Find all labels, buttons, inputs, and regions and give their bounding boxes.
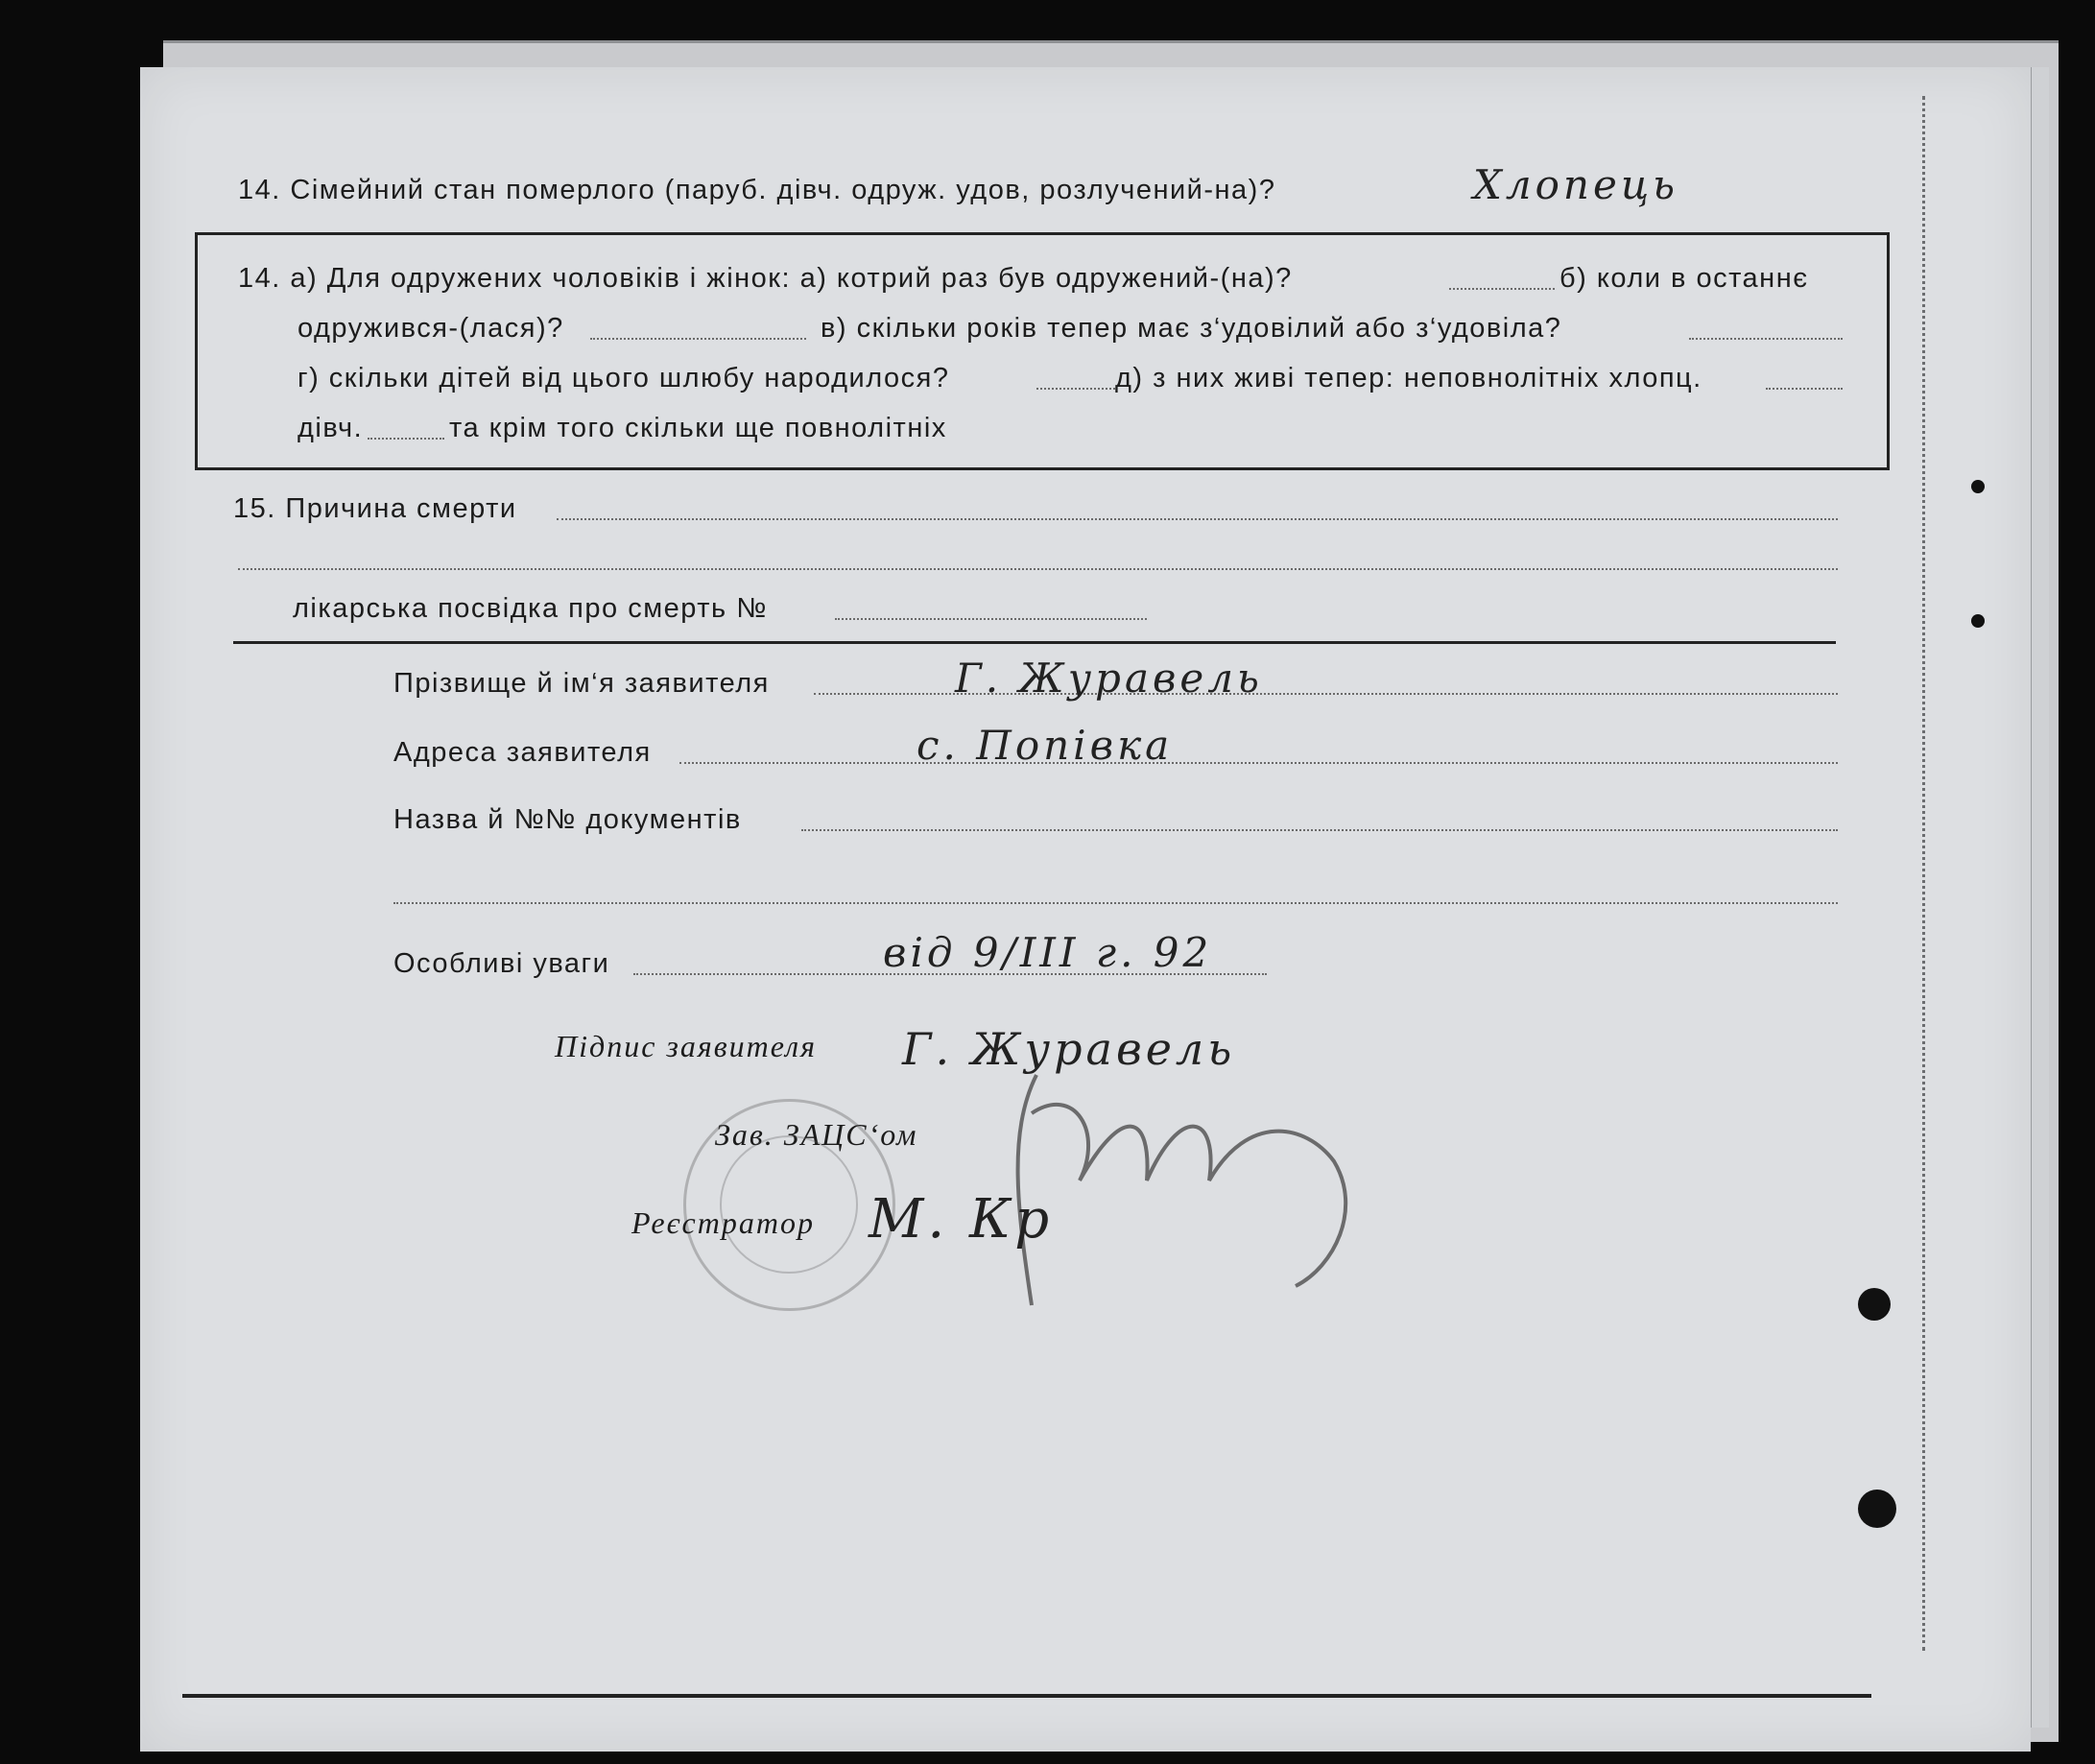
applicant-name-value: Г. Журавель bbox=[955, 655, 1263, 702]
q14-answer: Хлопець bbox=[1473, 161, 1679, 208]
fill-line bbox=[679, 762, 1838, 764]
q14a-line1-b: б) коли в останнє bbox=[1559, 263, 1809, 294]
head-signature bbox=[988, 998, 1392, 1344]
applicant-signature-label: Підпис заявителя bbox=[555, 1029, 817, 1063]
binding-hole bbox=[1858, 1288, 1891, 1321]
head-label: Зав. ЗАЦС‘ом bbox=[715, 1117, 918, 1152]
applicant-address-label: Адреса заявителя bbox=[393, 737, 652, 768]
page-edge bbox=[2031, 67, 2049, 1728]
q14a-line4-b: та крім того скільки ще повнолітніх bbox=[449, 413, 947, 443]
q14a-line3-b: д) з них живі тепер: неповнолітніх хлопц. bbox=[1115, 363, 1702, 393]
fill-line bbox=[801, 829, 1838, 831]
binding-hole bbox=[1971, 480, 1985, 493]
fill-line bbox=[393, 902, 1838, 904]
q14a-line4-a: дівч. bbox=[298, 413, 364, 443]
death-certificate-label: лікарська посвідка про смерть № bbox=[293, 593, 768, 624]
fill-line bbox=[238, 568, 1838, 570]
registrar-signature: М. Кр bbox=[869, 1188, 1054, 1251]
q14a-line3-a: г) скільки дітей від цього шлюбу народилося? bbox=[298, 363, 950, 393]
fill-line bbox=[557, 518, 1838, 520]
section-divider bbox=[233, 641, 1836, 644]
fill-line bbox=[368, 438, 444, 440]
documents-label: Назва й №№ документів bbox=[393, 804, 742, 835]
notes-label: Особливі уваги bbox=[393, 948, 610, 979]
applicant-signature: Г. Журавель bbox=[902, 1023, 1236, 1075]
applicant-address-value: с. Попівка bbox=[917, 722, 1174, 769]
fill-line bbox=[1036, 388, 1115, 390]
fill-line bbox=[1766, 388, 1843, 390]
q14a-line2-b: в) скільки років тепер має з‘удовілий або з‘удовіла? bbox=[821, 313, 1562, 344]
fill-line bbox=[590, 338, 806, 340]
q14-label: 14. Сімейний стан померлого (паруб. дівч. одруж. удов, розлучений-на)? bbox=[238, 175, 1276, 205]
registrar-label: Реєстратор bbox=[631, 1205, 815, 1240]
fill-line bbox=[835, 618, 1147, 620]
q14a-line2-a: одружився-(лася)? bbox=[298, 313, 564, 344]
fill-line bbox=[1689, 338, 1843, 340]
fill-line bbox=[1449, 288, 1555, 290]
notes-value: від 9/III г. 92 bbox=[883, 929, 1213, 976]
q14a-line1-a: 14. а) Для одружених чоловіків і жінок: а) котрий раз був одружений-(на)? bbox=[238, 263, 1293, 294]
perforation-line bbox=[1922, 96, 1925, 1651]
binding-hole bbox=[1971, 614, 1985, 628]
bottom-rule bbox=[182, 1694, 1871, 1698]
applicant-name-label: Прізвище й ім‘я заявителя bbox=[393, 668, 770, 699]
binding-hole bbox=[1858, 1490, 1896, 1528]
q15-label: 15. Причина смерти bbox=[233, 493, 517, 524]
